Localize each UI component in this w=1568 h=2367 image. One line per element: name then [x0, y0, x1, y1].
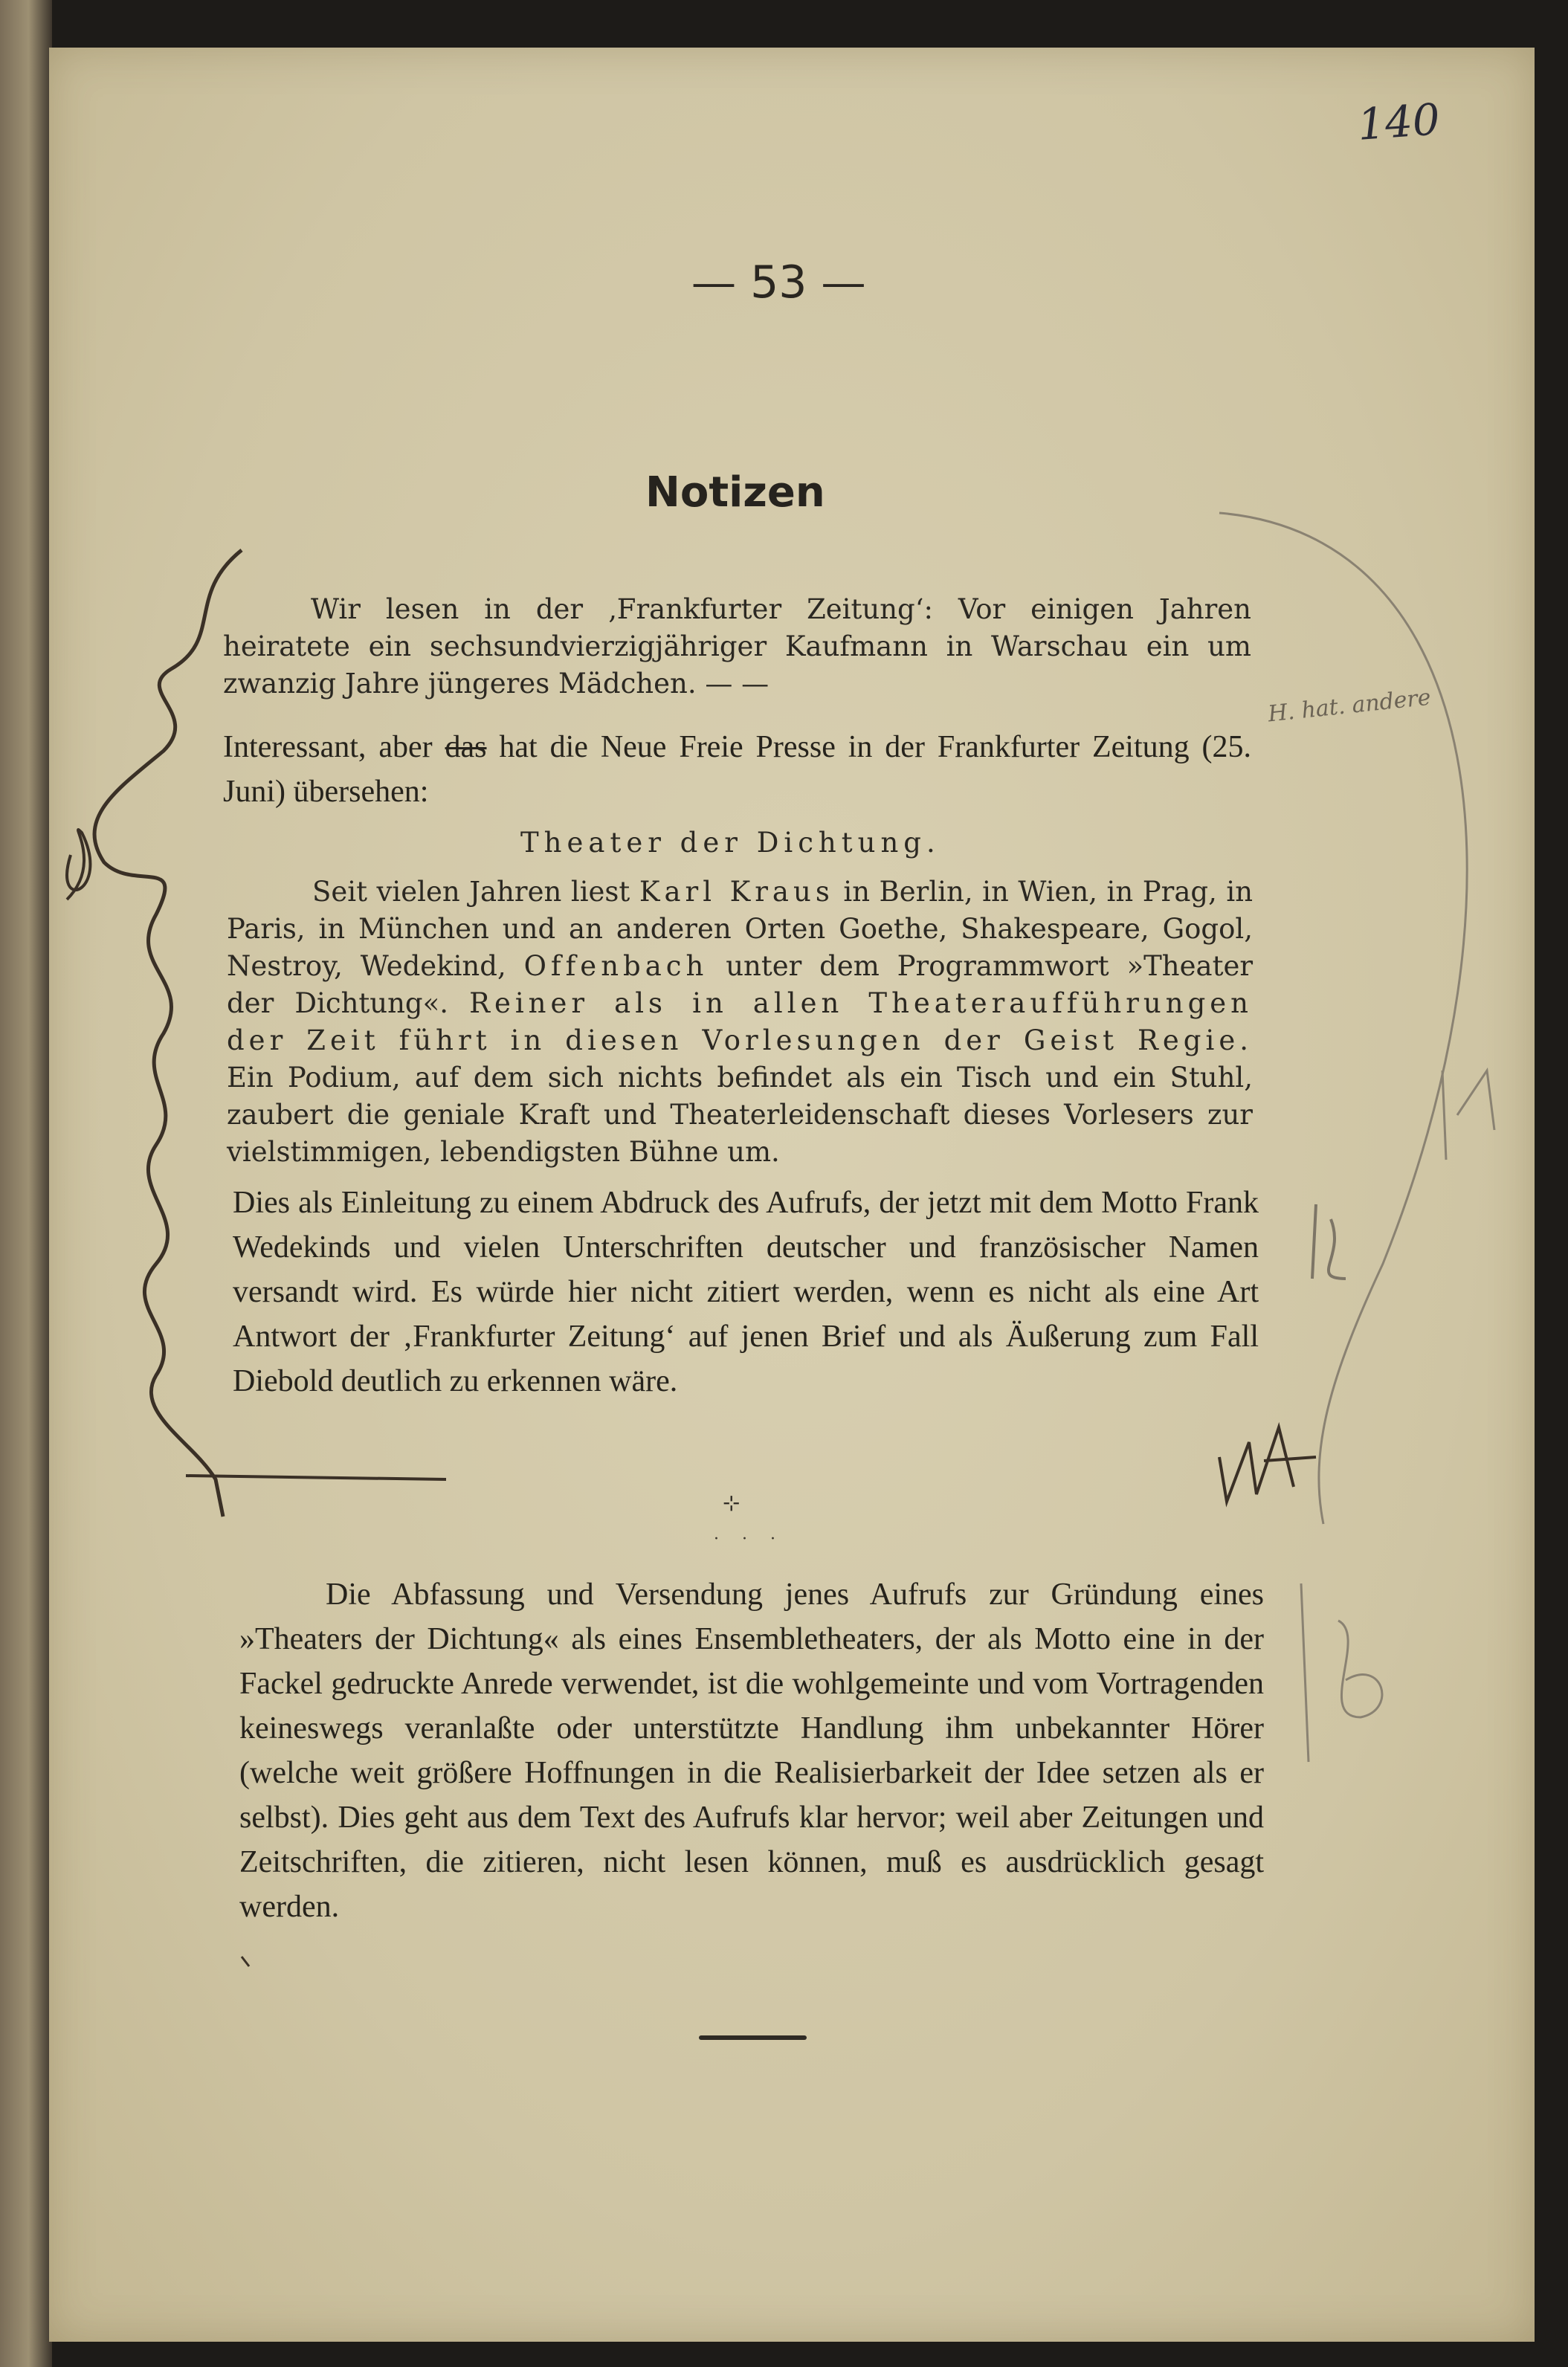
paragraph-2-lead: Interessant, aber — [223, 730, 433, 764]
pencil-arc — [1219, 513, 1467, 1524]
pencil-mark-16 — [1301, 1583, 1382, 1762]
quote-text-2: in Berlin, in Wien, in Prag, in Paris, in München und an anderen Orten Goethe, Shakespeare, Gogol, Nestroy, Wedekind, — [227, 876, 1254, 982]
ink-margin-bracket — [94, 550, 242, 1517]
quote-name-kraus: Karl Kraus — [639, 876, 834, 908]
page-title: Notizen — [645, 468, 825, 517]
pencil-mark-12 — [1312, 1204, 1346, 1279]
paragraph-3: Dies als Einleitung zu einem Abdruck des Aufrufs, der jetzt mit dem Motto Frank Wedekinds und vielen Unterschriften deutscher und französischer Namen versandt wird. Es würde hier nicht zitiert werden, wenn es nicht als eine Art Antwort der ‚Frankfurter Zeitung‘ auf jenen Brief und als Äußerung zum Fall Diebold deutlich zu erkennen wäre. — [233, 1186, 1259, 1398]
paragraph-2-rest: hat die Neue Freie Presse in der Frankfurter Zeitung (25. Juni) übersehen: — [223, 730, 1252, 809]
paragraph-1: Wir lesen in der ‚Frankfurter Zeitung‘: Vor einigen Jahren heiratete ein sechsundvierzigjähriger Kaufmann in Warschau ein um zwanzig Jahre jüngeres Mädchen. — — — [223, 593, 1251, 700]
quote-title: Theater der Dichtung. — [520, 827, 941, 859]
ornament-dots: · · · — [714, 1530, 784, 1549]
folio-number: 140 — [1355, 94, 1442, 150]
pencil-margin-note: H. hat. andere — [1266, 684, 1433, 728]
quote-text-3: unter dem Programmwort »Theater der Dichtung«. — [227, 950, 1254, 1019]
quote-text-4: Ein Podium, auf dem sich nichts befindet als ein Tisch und ein Stuhl, zaubert die geniale Kraft und Theaterleidenschaft dieses Vorlesers zur vielstimmigen, lebendigsten Bühne um. — [227, 1062, 1253, 1168]
page-number-value: 53 — [750, 256, 807, 309]
ink-initials — [1219, 1427, 1316, 1502]
ink-scribble — [67, 830, 90, 900]
quote-spaced-text: Reiner als in allen Theateraufführungen der Zeit führt in diesen Vorlesungen der Geist Regie. — [227, 987, 1253, 1056]
struck-word: das — [445, 730, 487, 764]
ink-underline — [186, 1476, 446, 1479]
quote-text-1: Seit vielen Jahren liest — [312, 876, 630, 908]
ink-tick — [242, 1957, 249, 1966]
page-number: — 53 — — [691, 256, 866, 309]
quote-name-offenbach: Offenbach — [523, 950, 709, 982]
paragraph-4: Die Abfassung und Versendung jenes Aufrufs zur Gründung eines »Theaters der Dichtung« als eines Ensembletheaters, der als Motto eine in der Fackel gedruckte Anrede verwendet, ist die wohlgemeinte und vom Vortragenden keineswegs veranlaßte oder unterstützte Handlung ihm unbekannter Hörer (welche weit größere Hoffnungen in die Realisierbarkeit der Idee setzen als er selbst). Dies geht aus dem Text des Aufrufs klar hervor; weil aber Zeitungen und Zeitschriften, die zitieren, nicht lesen können, muß es ausdrücklich gesagt werden. — [239, 1578, 1264, 1924]
pencil-mark-15 — [1442, 1071, 1494, 1160]
ornament-divider: ⊹ — [723, 1491, 743, 1515]
